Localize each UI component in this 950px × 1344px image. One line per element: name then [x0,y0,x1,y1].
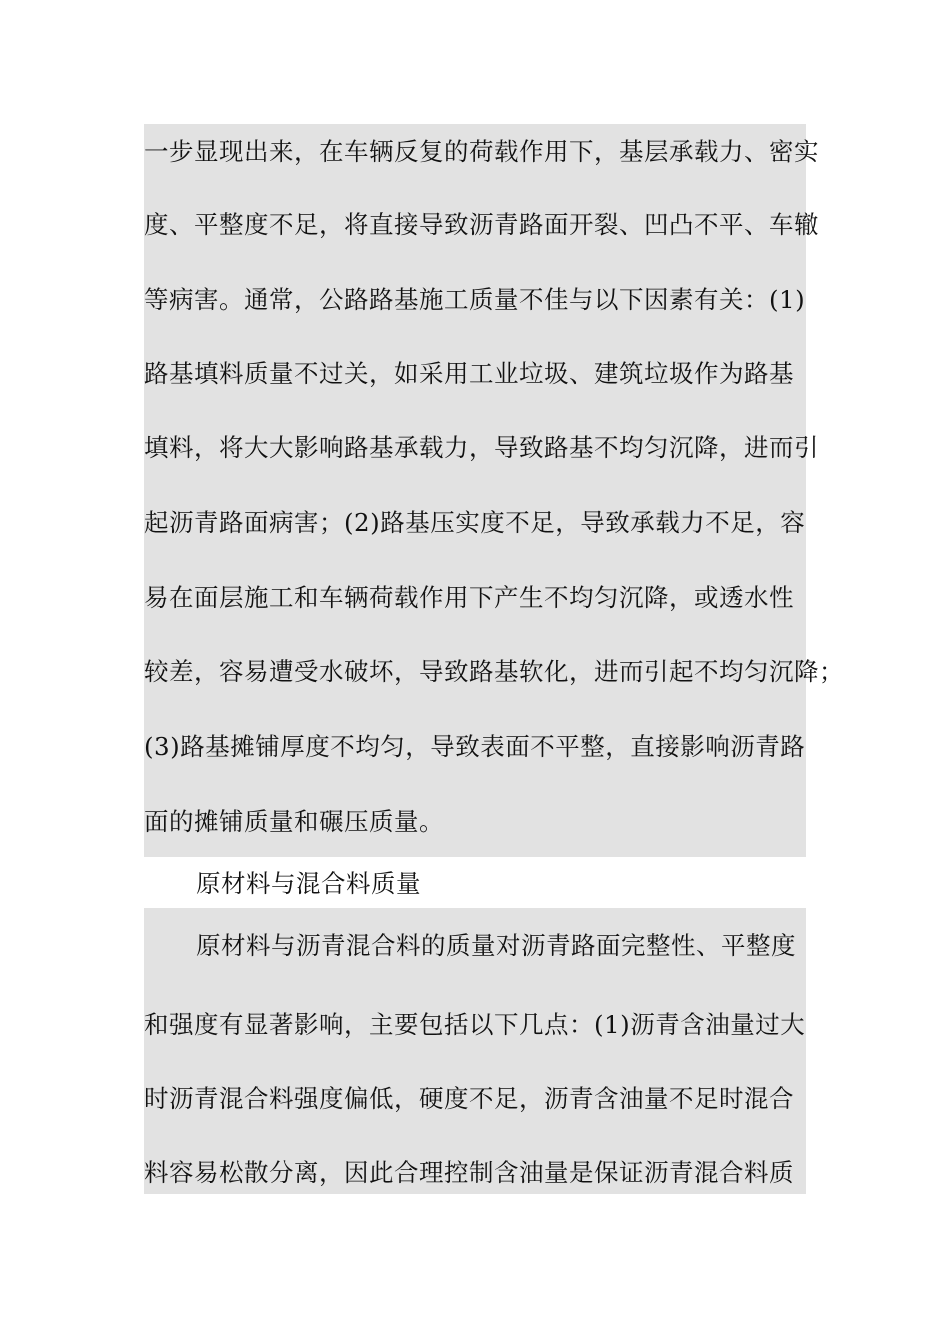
paragraph-line: 面的摊铺质量和碾压质量。 [144,807,444,836]
paragraph-line: 填料，将大大影响路基承载力，导致路基不均匀沉降，进而引 [144,433,819,462]
paragraph-line: 一步显现出来，在车辆反复的荷载作用下，基层承载力、密实 [144,137,819,166]
paragraph-line: 料容易松散分离，因此合理控制含油量是保证沥青混合料质 [144,1158,794,1187]
paragraph-line: 度、平整度不足，将直接导致沥青路面开裂、凹凸不平、车辙 [144,210,819,239]
paragraph-line: 原材料与沥青混合料的质量对沥青路面完整性、平整度 [196,931,796,960]
paragraph-line: 和强度有显著影响，主要包括以下几点：(1)沥青含油量过大 [144,1010,806,1039]
paragraph-line: 时沥青混合料强度偏低，硬度不足，沥青含油量不足时混合 [144,1084,794,1113]
section-heading: 原材料与混合料质量 [196,869,421,898]
paragraph-line: 等病害。通常，公路路基施工质量不佳与以下因素有关：(1) [144,285,806,314]
paragraph-line: 起沥青路面病害；(2)路基压实度不足，导致承载力不足，容 [144,508,806,537]
paragraph-line: 较差，容易遭受水破坏，导致路基软化，进而引起不均匀沉降； [144,657,844,686]
paragraph-line: 路基填料质量不过关，如采用工业垃圾、建筑垃圾作为路基 [144,359,794,388]
paragraph-line: 易在面层施工和车辆荷载作用下产生不均匀沉降，或透水性 [144,583,794,612]
paragraph-line: (3)路基摊铺厚度不均匀，导致表面不平整，直接影响沥青路 [144,732,806,761]
